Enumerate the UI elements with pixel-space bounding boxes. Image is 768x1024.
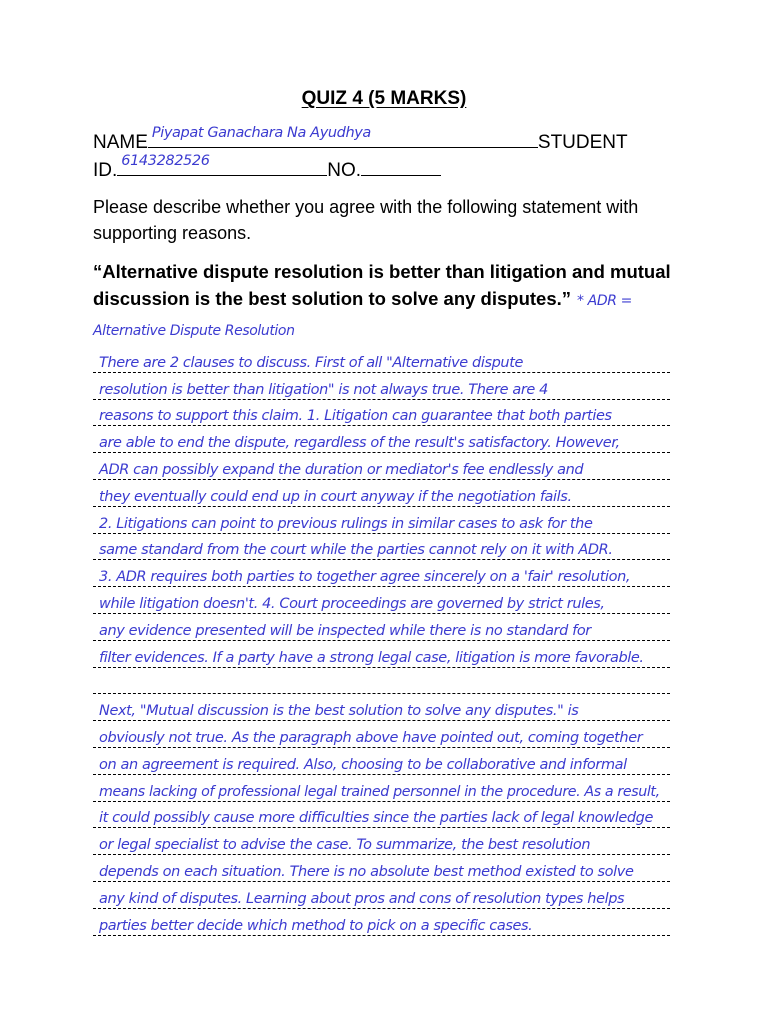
student-label: STUDENT — [537, 132, 628, 153]
quiz-statement — [93, 258, 693, 345]
answer-line-text: depends on each situation. There is no absolute best method existed to solve — [99, 863, 634, 880]
no-label: NO. — [327, 160, 362, 181]
answer-line — [93, 587, 670, 614]
answer-line — [93, 534, 670, 561]
answer-line — [93, 775, 670, 802]
answer-line-text: 2. Litigations can point to previous rulings in similar cases to ask for the — [99, 515, 593, 532]
answer-line-text: filter evidences. If a party have a strong legal case, litigation is more favorable. — [99, 649, 644, 666]
answer-line-text: 3. ADR requires both parties to together agree sincerely on a 'fair' resolution, — [99, 569, 631, 586]
answer-line — [93, 614, 670, 641]
answer-line-text: means lacking of professional legal trained personnel in the procedure. As a result, — [99, 783, 660, 800]
answer-line — [93, 453, 670, 480]
answer-line — [93, 882, 670, 909]
answer-line-text: any evidence presented will be inspected while there is no standard for — [99, 622, 591, 639]
answer-line-text: any kind of disputes. Learning about pros and cons of resolution types helps — [99, 890, 625, 907]
id-label: ID. — [93, 160, 118, 181]
answer-line — [93, 828, 670, 855]
answer-line-text: they eventually could end up in court anyway if the negotiation fails. — [99, 488, 572, 505]
answer-line — [93, 346, 670, 373]
answer-line — [93, 426, 670, 453]
answer-line — [93, 400, 670, 427]
name-handwritten-value: Piyapat Ganachara Na Ayudhya — [151, 125, 371, 141]
answer-line-text: ADR can possibly expand the duration or mediator's fee endlessly and — [99, 461, 584, 478]
answer-line — [93, 721, 670, 748]
answer-line-text: Next, "Mutual discussion is the best solution to solve any disputes." is — [99, 703, 579, 720]
id-handwritten-value: 6143282526 — [121, 153, 210, 169]
answer-line-text: or legal specialist to advise the case. To summarize, the best resolution — [99, 837, 591, 854]
answer-line-text: on an agreement is required. Also, choosing to be collaborative and informal — [99, 756, 627, 773]
answer-line-text: resolution is better than litigation" is not always true. There are 4 — [99, 381, 548, 398]
answer-line-text: same standard from the court while the parties cannot rely on it with ADR. — [99, 542, 613, 559]
answer-line-text: reasons to support this claim. 1. Litigation can guarantee that both parties — [99, 408, 612, 425]
statement-note: * ADR = Alternative Dispute Resolution — [93, 293, 632, 339]
no-field[interactable] — [361, 154, 441, 176]
answer-line — [93, 748, 670, 775]
answer-line-text: are able to end the dispute, regardless of the result's satisfactory. However, — [99, 435, 620, 452]
answer-line — [93, 855, 670, 882]
answer-line — [93, 802, 670, 829]
answer-line-text: it could possibly cause more difficulties since the parties lack of legal knowledge — [99, 810, 653, 827]
answer-line — [93, 694, 670, 721]
id-field[interactable] — [117, 154, 327, 176]
answer-line — [93, 480, 670, 507]
answer-line-text: parties better decide which method to pick on a specific cases. — [99, 917, 533, 934]
answer-line — [93, 507, 670, 534]
answer-line — [93, 641, 670, 668]
answer-line — [93, 909, 670, 936]
answer-area[interactable] — [93, 346, 693, 936]
quiz-title: QUIZ 4 (5 MARKS) — [301, 88, 467, 109]
name-field[interactable] — [148, 126, 538, 148]
answer-line — [93, 668, 670, 695]
answer-line — [93, 560, 670, 587]
statement-text: “Alternative dispute resolution is better than litigation and mutual discussion is the best solution to solve any disputes.” — [93, 261, 671, 309]
answer-line-text: while litigation doesn't. 4. Court proceedings are governed by strict rules, — [99, 595, 605, 612]
answer-line — [93, 373, 670, 400]
answer-line-text: There are 2 clauses to discuss. First of all "Alternative dispute — [99, 354, 524, 371]
name-label: NAME — [93, 132, 148, 153]
answer-line-text: obviously not true. As the paragraph above have pointed out, coming together — [99, 729, 643, 746]
id-row — [93, 154, 441, 184]
instructions-text: Please describe whether you agree with the following statement with supporting reasons. — [93, 197, 639, 243]
